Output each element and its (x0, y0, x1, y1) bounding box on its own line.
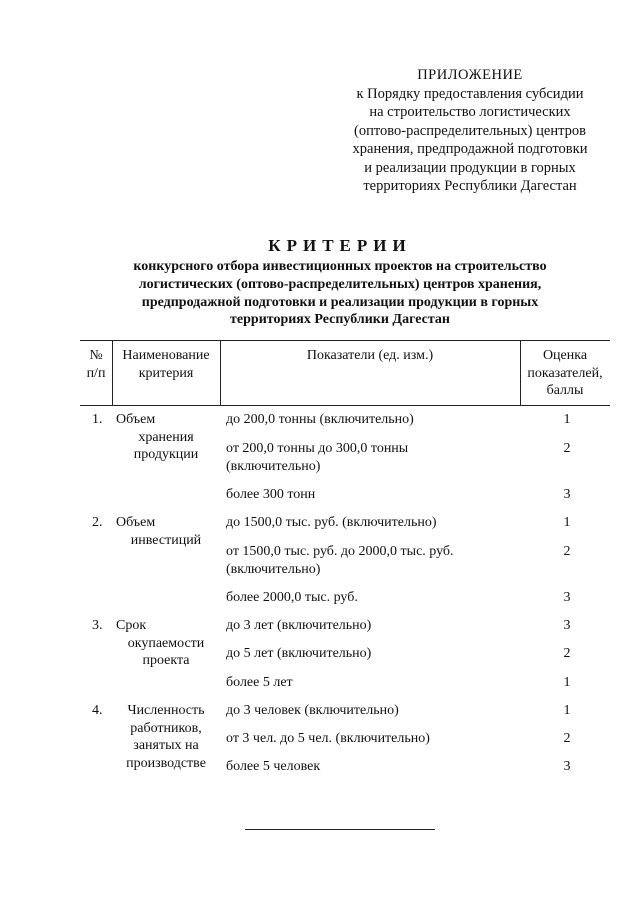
indicator-score: 1 (563, 515, 571, 530)
criterion-name-line: хранения (138, 429, 194, 445)
criterion-name-line: Численность (127, 703, 205, 718)
document-heading (80, 236, 600, 329)
indicator-text: до 200,0 тонны (включительно) (226, 412, 414, 427)
appendix-block (330, 66, 610, 196)
indicator-text-line: от 200,0 тонны до 300,0 тонны (226, 441, 409, 456)
criterion-name-line: окупаемости (127, 635, 205, 651)
table-header-bottom-border (80, 405, 610, 406)
indicator-score: 2 (563, 441, 571, 456)
indicator-text: более 5 лет (226, 675, 293, 690)
indicator-text (226, 543, 516, 578)
criterion-name-line: Объем (116, 515, 156, 530)
footer-separator (245, 829, 435, 830)
criterion-name (112, 514, 220, 549)
criterion-name-line: занятых на (133, 738, 199, 753)
indicator-text: от 3 чел. до 5 чел. (включительно) (226, 731, 430, 746)
indicator-score: 3 (563, 759, 571, 774)
header-criterion-name (112, 347, 220, 382)
appendix-line: к Порядку предоставления субсидии (356, 85, 584, 102)
indicator-text-line: от 1500,0 тыс. руб. до 2000,0 тыс. руб. (226, 544, 454, 559)
header-score (520, 347, 610, 400)
indicator-text: более 5 человек (226, 759, 321, 774)
indicator-text-line: (включительно) (226, 458, 321, 474)
header-num-line: № (89, 348, 103, 363)
indicator-text: более 2000,0 тыс. руб. (226, 590, 358, 605)
heading-line: логистических (оптово-распределительных) центров хранения, (138, 276, 542, 292)
appendix-line: (оптово-распределительных) центров (354, 122, 586, 139)
appendix-line: и реализации продукции в горных (364, 159, 576, 176)
header-name-line: Наименование (122, 348, 210, 363)
indicator-score: 3 (563, 618, 571, 633)
header-num (80, 347, 112, 382)
criterion-name-line: работников, (130, 720, 202, 736)
heading-line: предпродажной подготовки и реализации продукции в горных (141, 294, 539, 310)
header-score-line: баллы (546, 383, 584, 398)
heading-line: территориях Республики Дагестан (230, 312, 450, 328)
indicator-text: до 1500,0 тыс. руб. (включительно) (226, 515, 437, 530)
indicator-text: до 3 человек (включительно) (226, 703, 399, 718)
criterion-name (112, 702, 220, 772)
indicator-text (226, 440, 516, 475)
appendix-line: территориях Республики Дагестан (363, 178, 577, 194)
indicator-score: 2 (563, 646, 571, 661)
document-title: КРИТЕРИИ (268, 236, 412, 255)
criterion-number: 3. (92, 618, 103, 633)
header-indicators: Показатели (ед. изм.) (306, 348, 434, 363)
header-name-line: критерия (138, 365, 194, 381)
indicator-score: 1 (563, 412, 571, 427)
indicator-text: до 3 лет (включительно) (226, 618, 372, 633)
indicator-score: 2 (563, 544, 571, 559)
criterion-number: 1. (92, 412, 103, 427)
appendix-line: хранения, предпродажной подготовки (352, 141, 588, 157)
indicator-text-line: (включительно) (226, 561, 321, 577)
indicator-score: 3 (563, 590, 571, 605)
indicator-score: 1 (563, 703, 571, 718)
header-score-line: Оценка (542, 348, 588, 363)
criterion-name (112, 411, 220, 464)
header-score-line: показателей, (527, 365, 603, 381)
criterion-name (112, 617, 220, 670)
heading-line: конкурсного отбора инвестиционных проектов на строительство (133, 259, 547, 274)
criterion-number: 4. (92, 703, 103, 718)
indicator-score: 3 (563, 487, 571, 502)
criterion-name-line: производстве (126, 755, 206, 771)
criterion-name-line: Объем (116, 412, 156, 427)
criterion-name-line: продукции (133, 447, 199, 462)
indicator-score: 2 (563, 731, 571, 746)
criterion-number: 2. (92, 515, 103, 530)
appendix-line: на строительство логистических (369, 104, 571, 120)
criterion-name-line: инвестиций (130, 532, 202, 548)
indicator-text: до 5 лет (включительно) (226, 646, 372, 661)
criterion-name-line: Срок (116, 618, 147, 633)
indicator-text: более 300 тонн (226, 487, 316, 502)
appendix-title: ПРИЛОЖЕНИЕ (417, 67, 523, 83)
table-top-border (80, 340, 610, 341)
header-num-line: п/п (86, 365, 106, 381)
indicator-score: 1 (563, 675, 571, 690)
criterion-name-line: проекта (142, 653, 190, 668)
